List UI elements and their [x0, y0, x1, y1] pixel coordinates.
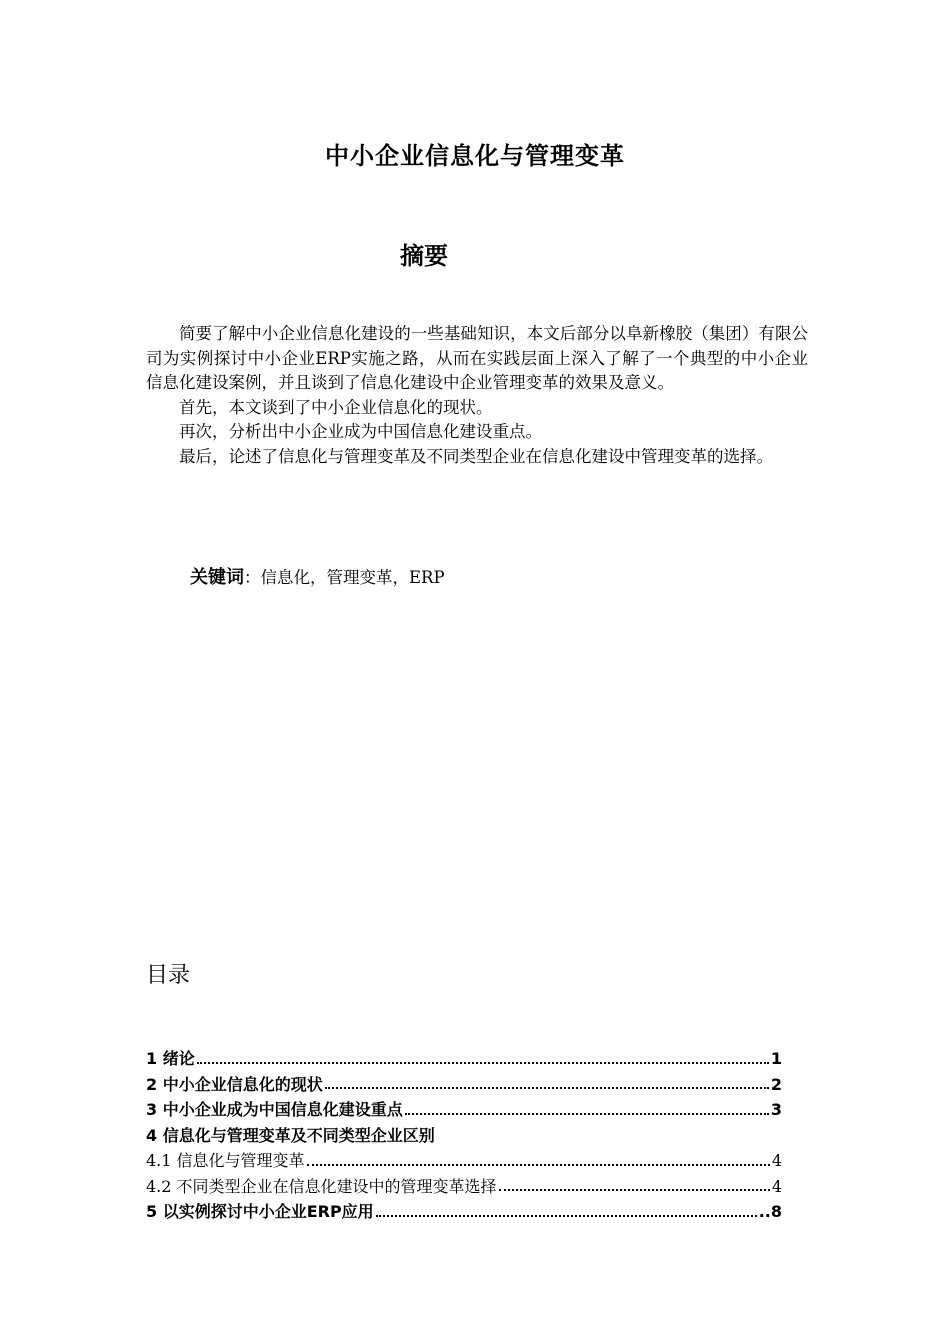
toc-entry[interactable]	[146, 1199, 782, 1225]
keywords-value: 信息化，管理变革，ERP	[260, 568, 445, 587]
toc-entry[interactable]	[146, 1174, 782, 1200]
toc-leader	[499, 1189, 770, 1191]
toc-entry-text: 1 绪论	[146, 1049, 195, 1068]
table-of-contents	[146, 1046, 782, 1225]
toc-entry[interactable]	[146, 1097, 782, 1123]
toc-entry-text: 4.1 信息化与管理变革	[146, 1151, 305, 1170]
toc-entry[interactable]	[146, 1072, 782, 1098]
keywords-line	[190, 563, 445, 589]
toc-page-number: ..8	[758, 1202, 782, 1221]
keywords-separator: ：	[244, 568, 261, 587]
toc-entry[interactable]	[146, 1148, 782, 1174]
toc-entry[interactable]	[146, 1123, 782, 1149]
toc-entry-text: 5 以实例探讨中小企业ERP应用	[146, 1202, 374, 1221]
toc-page-number: 1	[770, 1049, 782, 1068]
abstract-paragraph: 再次，分析出中小企业成为中国信息化建设重点。	[179, 422, 542, 441]
abstract-body	[146, 322, 808, 469]
toc-leader	[307, 1164, 770, 1166]
abstract-heading: 摘要	[400, 242, 448, 270]
toc-entry-text: 2 中小企业信息化的现状	[146, 1074, 323, 1094]
toc-page-number: 3	[770, 1100, 782, 1119]
abstract-paragraph: 最后，论述了信息化与管理变革及不同类型企业在信息化建设中管理变革的选择。	[179, 446, 773, 466]
toc-heading: 目录	[146, 963, 191, 988]
toc-entry-text: 4 信息化与管理变革及不同类型企业区别	[146, 1125, 435, 1145]
toc-leader	[376, 1215, 757, 1217]
toc-entry-text: 4.2 不同类型企业在信息化建设中的管理变革选择	[146, 1176, 497, 1196]
abstract-paragraph: 首先，本文谈到了中小企业信息化的现状。	[179, 397, 493, 417]
toc-leader	[405, 1113, 769, 1115]
toc-page-number: 4	[771, 1176, 782, 1196]
document-title: 中小企业信息化与管理变革	[325, 142, 625, 170]
toc-entry[interactable]	[146, 1046, 782, 1072]
toc-leader	[325, 1087, 769, 1089]
abstract-paragraph: 简要了解中小企业信息化建设的一些基础知识，本文后部分以阜新橡胶（集团）有限公司为实例探讨中小企业ERP实施之路，从而在实践层面上深入了解了一个典型的中小企业信息化建设案例，并且谈到了信息化建设中企业管理变革的效果及意义。	[146, 324, 808, 392]
toc-entry-text: 3 中小企业成为中国信息化建设重点	[146, 1100, 403, 1119]
toc-leader	[197, 1062, 769, 1064]
toc-page-number: 4	[771, 1151, 782, 1170]
keywords-label: 关键词	[190, 567, 244, 588]
toc-page-number: 2	[770, 1074, 782, 1094]
